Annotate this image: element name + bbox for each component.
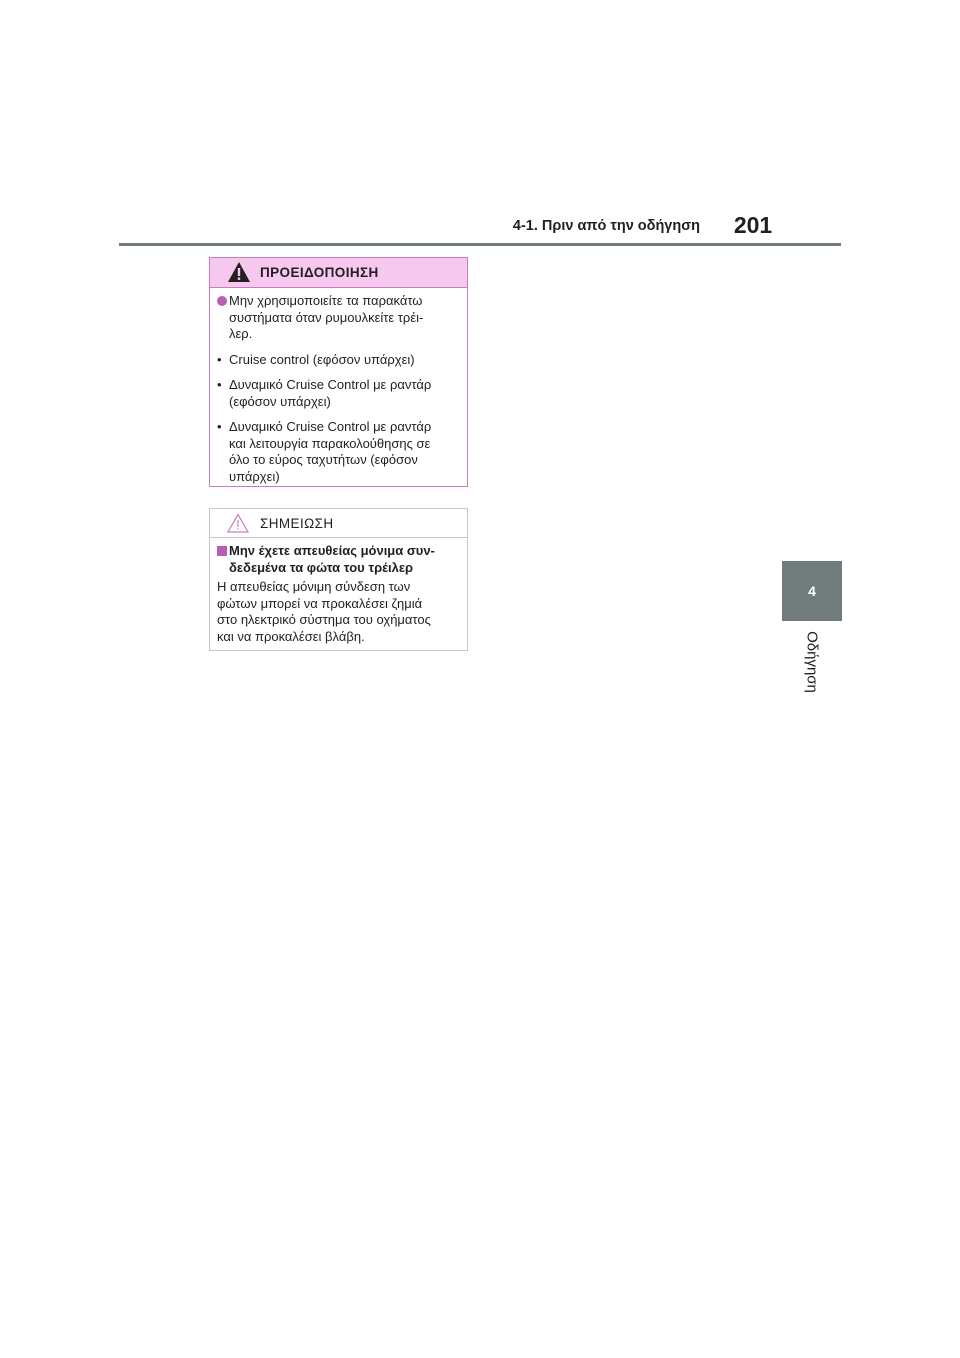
square-bullet-icon bbox=[217, 546, 227, 556]
warning-item-line: υπάρχει) bbox=[229, 468, 280, 484]
note-body-line: Η απευθείας μόνιμη σύνδεση των bbox=[217, 579, 411, 594]
chapter-label: Οδήγηση bbox=[803, 631, 821, 693]
page-number: 201 bbox=[733, 212, 773, 238]
bullet-marker: • bbox=[217, 351, 222, 367]
note-box bbox=[209, 508, 468, 651]
warning-triangle-icon bbox=[227, 261, 251, 283]
warning-item bbox=[217, 419, 459, 485]
warning-item-line: και λειτουργία παρακολούθησης σε bbox=[229, 435, 431, 451]
note-title: ΣΗΜΕΙΩΣΗ bbox=[260, 516, 334, 531]
chapter-tab[interactable]: 4 bbox=[782, 561, 842, 621]
header-divider bbox=[119, 243, 841, 246]
circle-bullet-icon bbox=[217, 296, 227, 306]
warning-content bbox=[210, 288, 467, 485]
note-heading-line: δεδεμένα τα φώτα του τρέιλερ bbox=[229, 559, 414, 575]
warning-item bbox=[217, 377, 459, 410]
note-header bbox=[210, 509, 467, 538]
note-heading-line: Μην έχετε απευθείας μόνιμα συν- bbox=[229, 543, 435, 558]
warning-item-line: Cruise control (εφόσον υπάρχει) bbox=[229, 351, 415, 367]
warning-intro bbox=[217, 293, 459, 343]
caution-triangle-icon bbox=[227, 513, 249, 533]
warning-item-line: Δυναμικό Cruise Control με ραντάρ bbox=[229, 377, 432, 392]
note-body-line: στο ηλεκτρικό σύστημα του οχήματος bbox=[217, 612, 431, 627]
section-title: 4-1. Πριν από την οδήγηση bbox=[512, 218, 700, 234]
warning-item-line: (εφόσον υπάρχει) bbox=[229, 393, 331, 409]
note-body-line: φώτων μπορεί να προκαλέσει ζημιά bbox=[217, 595, 423, 611]
warning-intro-line: λερ. bbox=[229, 326, 253, 341]
note-body-line: και να προκαλέσει βλάβη. bbox=[217, 628, 365, 644]
bullet-marker: • bbox=[217, 419, 222, 434]
warning-box bbox=[209, 257, 468, 487]
note-body bbox=[217, 579, 459, 645]
warning-item bbox=[217, 352, 459, 369]
warning-header bbox=[210, 258, 467, 288]
warning-title: ΠΡΟΕΙΔΟΠΟΙΗΣΗ bbox=[260, 265, 379, 280]
warning-item-line: όλο το εύρος ταχυτήτων (εφόσον bbox=[229, 452, 418, 467]
bullet-marker: • bbox=[217, 377, 222, 392]
note-content bbox=[210, 538, 467, 645]
warning-intro-line: συστήματα όταν ρυμουλκείτε τρέι- bbox=[229, 309, 424, 325]
warning-item-line: Δυναμικό Cruise Control με ραντάρ bbox=[229, 419, 432, 434]
note-heading bbox=[217, 543, 459, 576]
warning-intro-line: Μην χρησιμοποιείτε τα παρακάτω bbox=[229, 293, 423, 308]
